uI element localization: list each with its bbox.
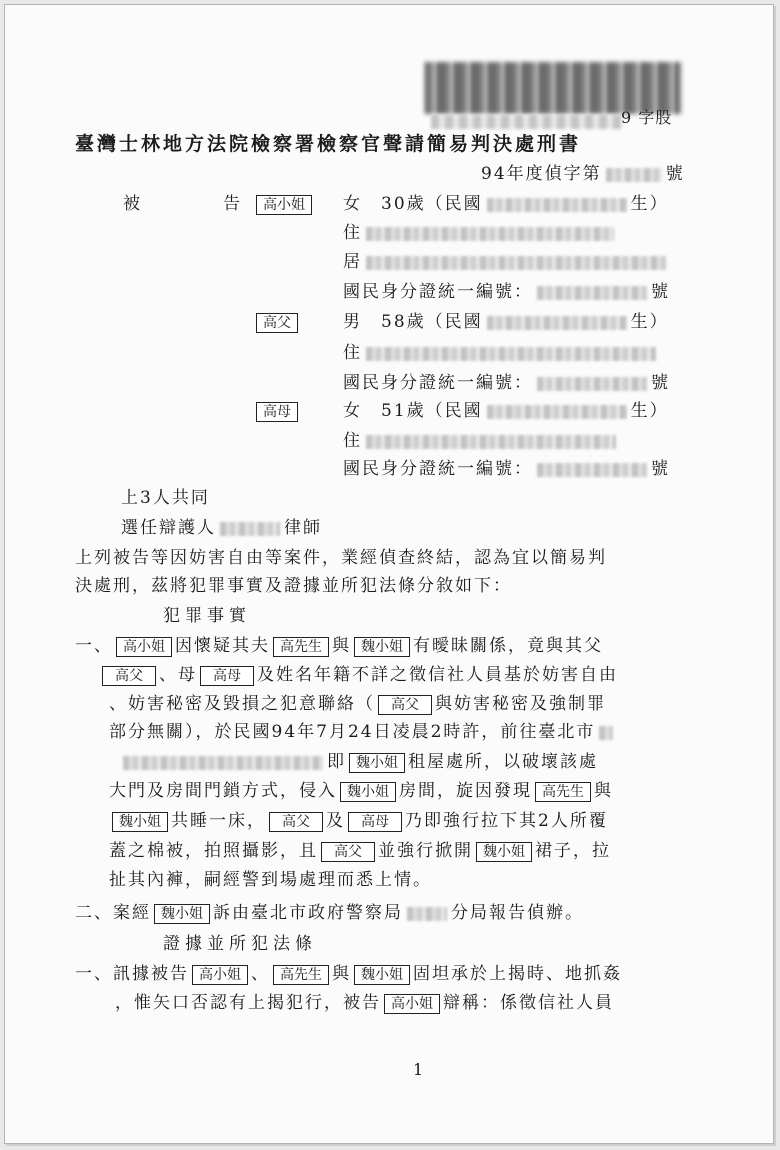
fact-1-line-5: 即 魏小姐 租屋處所，以破壞該處 xyxy=(119,751,598,773)
defendant-1-info: 女 30歲（民國 生） xyxy=(343,194,669,214)
document-title: 臺灣士林地方法院檢察署檢察官聲請簡易判決處刑書 xyxy=(75,133,582,155)
fact-1-line-9: 扯其內褲，嗣經警到場處理而悉上情。 xyxy=(109,870,432,890)
fact-1-line-8: 蓋之棉被，拍照攝影，且 高父 並強行掀開 魏小姐 裙子，拉 xyxy=(109,841,611,861)
case-number: 94年度偵字第 號 xyxy=(481,164,685,184)
document-page xyxy=(4,4,774,1144)
defendant-1-residence: 居 xyxy=(343,251,670,273)
defendant-1-address: 住 xyxy=(343,222,618,244)
evidence-1-line-2: ，惟矢口否認有上揭犯行，被告 高小姐 辯稱：係徵信社人員 xyxy=(115,993,614,1013)
fact-2-line-1: 二、案經 魏小姐 訴由臺北市政府警察局 分局報告偵辦。 xyxy=(75,903,584,923)
defense-counsel: 選任辯護人 律師 xyxy=(121,518,322,538)
fact-1-line-1: 一、 高小姐 因懷疑其夫 高先生 與 魏小姐 有曖昧關係，竟與其父 xyxy=(75,636,603,656)
defendant-2-name: 高父 xyxy=(253,311,301,333)
defendant-1-name: 高小姐 xyxy=(253,193,315,215)
section-heading-evidence: 證據並所犯法條 xyxy=(163,934,317,954)
defendant-2-address: 住 xyxy=(343,342,660,364)
intro-line-2: 決處刑，茲將犯罪事實及證據並所犯法條分敘如下： xyxy=(75,576,512,596)
redacted-code xyxy=(431,115,621,129)
page-number: 1 xyxy=(413,1060,424,1079)
defendant-2-id: 國民身分證統一編號： 號 xyxy=(343,373,670,393)
redacted-case-no xyxy=(606,168,662,182)
intro-line-1: 上列被告等因妨害自由等案件，業經偵查終結，認為宜以簡易判 xyxy=(75,548,607,568)
section-heading-facts: 犯罪事實 xyxy=(163,606,251,626)
defendant-1-id: 國民身分證統一編號： 號 xyxy=(343,282,670,302)
fact-1-line-6: 大門及房間門鎖方式，侵入 魏小姐 房間，旋因發現 高先生 與 xyxy=(109,781,613,801)
defendant-2-info: 男 58歲（民國 生） xyxy=(343,312,669,332)
header-code: 9 字股 xyxy=(621,108,673,127)
defendant-3-id: 國民身分證統一編號： 號 xyxy=(343,459,670,479)
joint-counsel-note: 上3人共同 xyxy=(121,488,210,508)
fact-1-line-3: 、妨害秘密及毀損之犯意聯絡（ 高父 與妨害秘密及強制罪 xyxy=(109,694,606,714)
fact-1-line-7: 魏小姐 共睡一床， 高父 及 高母 乃即強行拉下其2人所覆 xyxy=(109,810,608,832)
fact-1-line-4: 部分無關），於民國94年7月24日凌晨2時許，前往臺北市 xyxy=(109,721,617,743)
defendant-3-info: 女 51歲（民國 生） xyxy=(343,401,669,421)
defendant-3-name: 高母 xyxy=(253,400,301,422)
defendant-label: 被 告 xyxy=(123,194,248,214)
evidence-1-line-1: 一、訊據被告 高小姐 、 高先生 與 魏小姐 固坦承於上揭時、地抓姦 xyxy=(75,964,622,984)
defendant-3-address: 住 xyxy=(343,430,620,452)
fact-1-line-2: 高父 、母 高母 及姓名年籍不詳之徵信社人員基於妨害自由 xyxy=(99,664,618,686)
